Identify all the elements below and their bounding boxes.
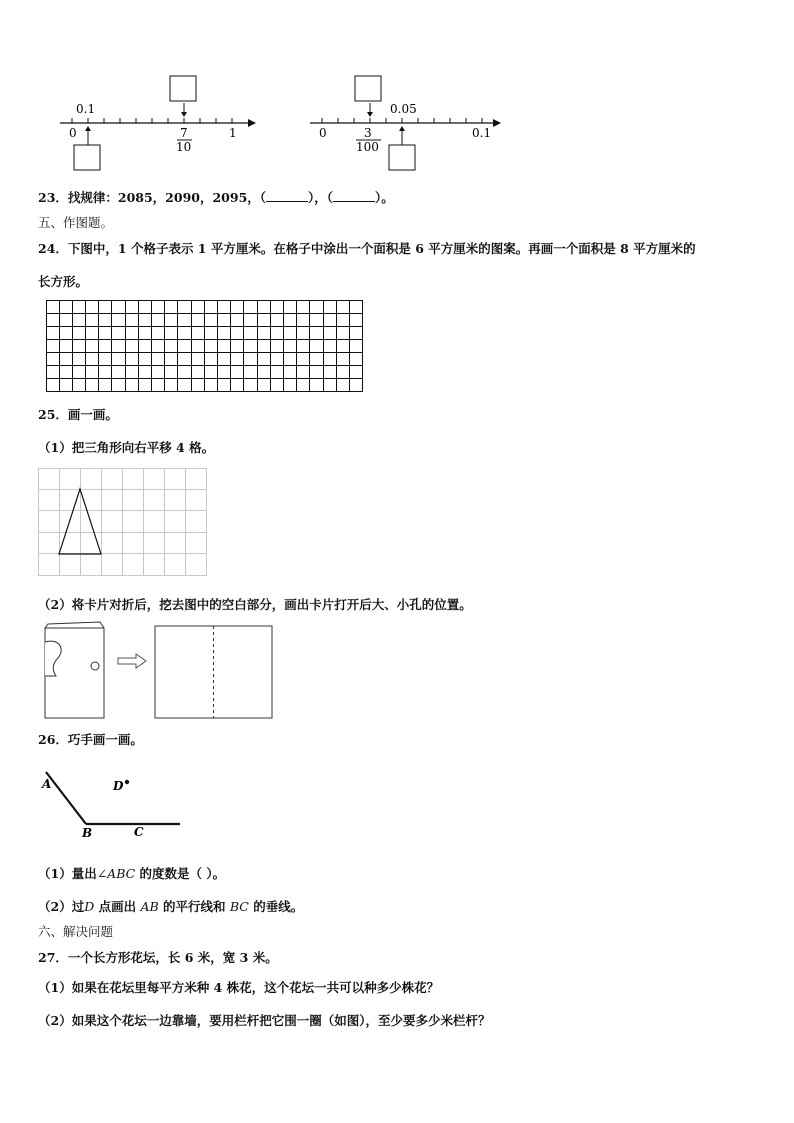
answer-box-lower[interactable] [389,145,415,170]
tick-marks [72,118,232,123]
question-24-line1: 24．下图中，1 个格子表示 1 平方厘米。在格子中涂出一个面积是 6 平方厘米的图案。再画一个面积是 8 平方厘米的 [38,241,696,256]
question-25-part2: （2）将卡片对折后，挖去图中的空白部分，画出卡片打开后大、小孔的位置。 [38,597,472,612]
q23-text: 23．找规律：2085，2090，2095，（ [38,190,267,205]
tick-marks [322,118,482,123]
question-27-part2: （2）如果这个花坛一边靠墙，要用栏杆把它围一圈（如图），至少要多少米栏杆？ [38,1013,491,1028]
point-label-B: B [82,826,93,840]
question-26-part1: （1）量出∠ABC 的度数是（ ）。 [38,866,226,881]
point-label-C: C [134,825,144,839]
label-zero: 0 [69,126,77,140]
fraction-denominator: 10 [176,140,192,154]
point-D [125,780,129,784]
question-25-part1: （1）把三角形向右平移 4 格。 [38,440,215,455]
angle-abc: ∠ABC [96,866,136,881]
question-27-title: 27．一个长方形花坛，长 6 米，宽 3 米。 [38,950,278,965]
question-24-line2: 长方形。 [38,274,89,289]
q23-blank-1[interactable] [266,189,308,202]
label-end: 0.1 [472,126,492,140]
point-label-D: D [113,779,124,793]
number-line-right [305,70,525,180]
label-one: 1 [229,126,237,140]
angle-figure[interactable] [38,762,198,852]
question-26-part2: （2）过D 点画出 AB 的平行线和 BC 的垂线。 [38,899,304,914]
answer-box-upper[interactable] [170,76,196,101]
fraction-numerator: 7 [180,126,188,140]
label-0-1: 0.1 [76,102,96,116]
arrow-right-icon [118,654,146,668]
label-0-05: 0.05 [390,102,417,116]
question-23 [38,188,394,206]
grid-triangle[interactable] [38,468,210,578]
section-6-heading: 六、解决问题 [38,924,114,939]
point-label-A: A [42,777,52,791]
q23-blank-2[interactable] [333,189,375,202]
fraction-denominator: 100 [356,140,379,154]
answer-box-lower[interactable] [74,145,100,170]
answer-box-upper[interactable] [355,76,381,101]
ray-BA [46,772,86,824]
number-line-left [50,70,310,180]
section-5-heading: 五、作图题。 [38,215,114,230]
fraction-numerator: 3 [364,126,372,140]
label-zero: 0 [319,126,327,140]
small-hole [91,662,99,670]
q23-sep: ），（ [308,190,334,205]
question-27-part1: （1）如果在花坛里每平方米种 4 株花，这个花坛一共可以种多少株花？ [38,980,440,995]
question-25-title: 25．画一画。 [38,407,118,422]
large-notch [45,641,61,676]
card-fold-figure [38,618,288,723]
grid-q24[interactable] [46,300,366,395]
question-26-title: 26．巧手画一画。 [38,732,143,747]
q23-end: ）。 [375,190,394,205]
